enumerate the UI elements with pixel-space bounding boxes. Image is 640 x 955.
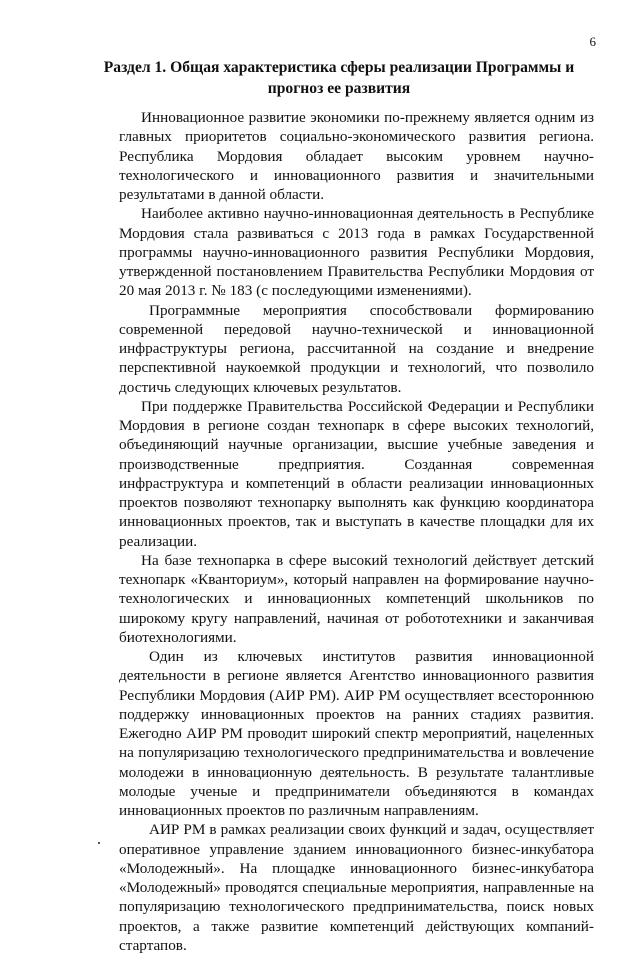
paragraph-business-incubator: АИР РМ в рамках реализации своих функций и задач, осуществляет оперативное управление зданием инновационного бизнес-инкубатора «Молодежный». На площадке инновационного бизнес-инкубатора «Молодежный» проводятся специальные мероприятия, направленные на популяризацию технологического предпринимательства, поиск новых проектов, а также развитие компетенций действующих компаний-стартапов.: [119, 821, 594, 954]
scan-mark: [98, 842, 100, 844]
paragraph-technopark: При поддержке Правительства Российской Федерации и Республики Мордовия в регионе создан технопарк в сфере высоких технологий, объединяющий научные организации, высшие учебные заведения и производственные предприятия. Созданная современная инфраструктура и компетенций в области реализации инновационных проектов позволяют технопарку выполнять как функцию координатора инновационных проектов, так и выступать в качестве площадки для их реализации.: [119, 397, 594, 550]
paragraph-kvantorium: На базе технопарка в сфере высокий технологий действует детский технопарк «Кванториум», который направлен на формирование научно-технологических и инновационных компетенций школьников по широкому кругу направлений, начиная от робототехники и заканчивая биотехнологиями.: [119, 551, 594, 646]
page-number: 6: [589, 34, 596, 49]
section-title: Раздел 1. Общая характеристика сферы реализации Программы и прогноз ее развития: [103, 59, 575, 97]
paragraph-innovation-priority: Инновационное развитие экономики по-прежнему является одним из главных приоритетов социально-экономического развития региона. Республика Мордовия обладает высоким уровнем научно-технологического и инновационного развития и значительными результатами в данной области.: [119, 109, 594, 203]
paragraph-state-program: Наиболее активно научно-инновационная деятельность в Республике Мордовия стала развиваться с 2013 года в рамках Государственной программы научно-инновационного развития Республики Мордовия, утвержденной постановлением Правительства Республики Мордовия от 20 мая 2013 г. № 183 (с последующими изменениями).: [119, 205, 594, 300]
paragraph-air-rm: Один из ключевых институтов развития инновационной деятельности в регионе является Агентство инновационного развития Республики Мордовия (АИР РМ). АИР РМ осуществляет всестороннюю поддержку инновационных проектов на ранних стадиях развития. Ежегодно АИР РМ проводит широкий спектр мероприятий, нацеленных на популяризацию технологического предпринимательства и вовлечение молодежи в инновационную деятельность. В результате талантливые молодые ученые и предприниматели объединяются в командах инновационных проектов по различным направлениям.: [119, 648, 594, 819]
paragraph-program-activities: Программные мероприятия способствовали формированию современной передовой научно-технической и инновационной инфраструктуры региона, рассчитанной на создание и внедрение перспективной наукоемкой продукции и технологий, что позволило достичь следующих ключевых результатов.: [119, 301, 594, 396]
body-text: [119, 108, 594, 955]
